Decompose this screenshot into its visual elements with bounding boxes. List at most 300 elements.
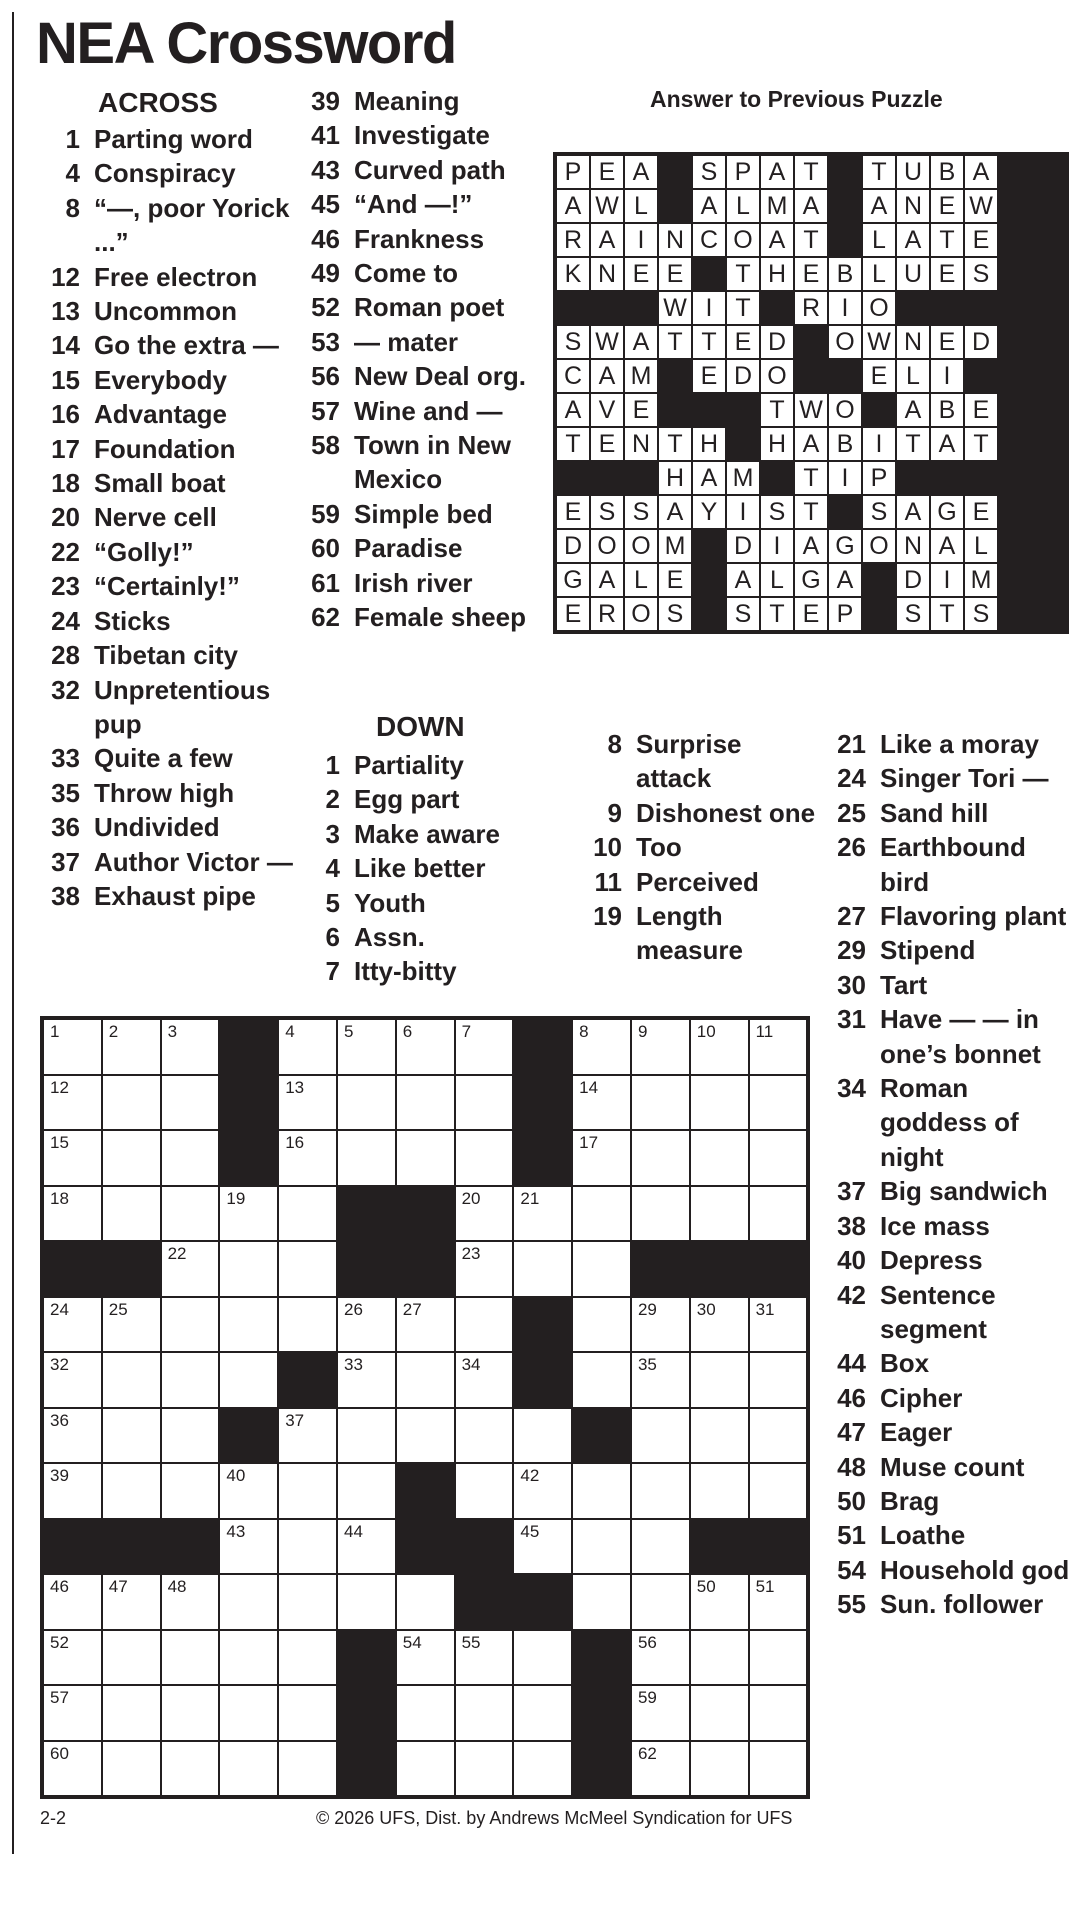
grid-cell[interactable] bbox=[161, 1019, 220, 1075]
grid-cell[interactable] bbox=[572, 1075, 631, 1131]
grid-cell[interactable] bbox=[102, 1741, 161, 1797]
answer-letter: P bbox=[556, 155, 590, 189]
grid-cell[interactable] bbox=[631, 1075, 690, 1131]
answer-letter: A bbox=[692, 461, 726, 495]
answer-black-square bbox=[998, 393, 1032, 427]
answer-letter: I bbox=[828, 461, 862, 495]
grid-cell[interactable] bbox=[102, 1130, 161, 1186]
grid-cell[interactable] bbox=[749, 1685, 808, 1741]
cell-number: 46 bbox=[50, 1577, 69, 1596]
cell-number: 5 bbox=[343, 1022, 354, 1041]
clue-text: Muse count bbox=[880, 1451, 1025, 1482]
grid-cell[interactable] bbox=[102, 1352, 161, 1408]
answer-letter: L bbox=[760, 563, 794, 597]
clue-text: Partiality bbox=[354, 750, 464, 780]
answer-letter: A bbox=[964, 155, 998, 189]
grid-cell[interactable] bbox=[690, 1741, 749, 1797]
grid-cell[interactable] bbox=[161, 1352, 220, 1408]
grid-cell[interactable] bbox=[396, 1019, 455, 1075]
grid-cell[interactable] bbox=[631, 1186, 690, 1242]
cell-number: 13 bbox=[285, 1077, 305, 1097]
grid-cell[interactable] bbox=[278, 1075, 337, 1131]
grid-cell[interactable] bbox=[690, 1685, 749, 1741]
cell-number: 33 bbox=[343, 1355, 363, 1374]
grid-cell[interactable] bbox=[161, 1463, 220, 1519]
black-square bbox=[219, 1075, 278, 1131]
footer-copyright: © 2026 UFS, Dist. by Andrews McMeel Syndication for UFS bbox=[316, 1808, 793, 1828]
grid-cell[interactable] bbox=[102, 1186, 161, 1242]
grid-cell[interactable] bbox=[513, 1186, 572, 1242]
grid-cell[interactable] bbox=[43, 1574, 102, 1630]
grid-cell[interactable] bbox=[749, 1297, 808, 1353]
grid-cell[interactable] bbox=[43, 1130, 102, 1186]
clue-number: 31 bbox=[837, 1004, 866, 1035]
grid-cell[interactable] bbox=[690, 1463, 749, 1519]
grid-cell[interactable] bbox=[455, 1186, 514, 1242]
clue-number: 36 bbox=[51, 812, 80, 843]
grid-cell[interactable] bbox=[749, 1408, 808, 1464]
answer-letter: A bbox=[556, 189, 590, 223]
clue-number: 34 bbox=[837, 1073, 866, 1104]
grid-cell[interactable] bbox=[749, 1075, 808, 1131]
black-square bbox=[631, 1241, 690, 1297]
answer-letter: A bbox=[896, 495, 930, 529]
answer-black-square bbox=[1032, 257, 1066, 291]
across-clue bbox=[308, 325, 558, 359]
answer-letter: E bbox=[964, 495, 998, 529]
answer-letter: M bbox=[624, 359, 658, 393]
grid-cell[interactable] bbox=[43, 1075, 102, 1131]
across-clue bbox=[48, 500, 300, 534]
grid-cell[interactable] bbox=[749, 1574, 808, 1630]
answer-letter: M bbox=[760, 189, 794, 223]
grid-cell[interactable] bbox=[278, 1019, 337, 1075]
grid-cell[interactable] bbox=[631, 1685, 690, 1741]
grid-cell[interactable] bbox=[455, 1741, 514, 1797]
grid-cell[interactable] bbox=[161, 1075, 220, 1131]
answer-letter: W bbox=[794, 393, 828, 427]
clue-text: Length measure bbox=[636, 901, 743, 966]
black-square bbox=[572, 1408, 631, 1464]
clue-number: 14 bbox=[51, 330, 80, 361]
grid-cell[interactable] bbox=[631, 1630, 690, 1686]
answer-letter: R bbox=[556, 223, 590, 257]
grid-cell[interactable] bbox=[749, 1463, 808, 1519]
answer-letter: P bbox=[862, 461, 896, 495]
cell-number: 62 bbox=[637, 1743, 657, 1763]
clue-text: Advantage bbox=[94, 399, 227, 430]
grid-cell[interactable] bbox=[690, 1075, 749, 1131]
clue-number: 42 bbox=[837, 1279, 866, 1310]
answer-letter: A bbox=[624, 325, 658, 359]
grid-cell[interactable] bbox=[690, 1352, 749, 1408]
answer-black-square bbox=[692, 257, 726, 291]
black-square bbox=[219, 1019, 278, 1075]
grid-cell[interactable] bbox=[513, 1463, 572, 1519]
grid-cell[interactable] bbox=[396, 1574, 455, 1630]
grid-cell[interactable] bbox=[43, 1408, 102, 1464]
answer-black-square bbox=[624, 461, 658, 495]
across-clue bbox=[308, 256, 558, 290]
black-square bbox=[337, 1630, 396, 1686]
answer-letter: A bbox=[896, 393, 930, 427]
down-clue bbox=[566, 727, 816, 796]
grid-cell[interactable] bbox=[161, 1685, 220, 1741]
grid-cell[interactable] bbox=[337, 1574, 396, 1630]
grid-cell[interactable] bbox=[396, 1130, 455, 1186]
grid-cell[interactable] bbox=[572, 1130, 631, 1186]
grid-cell[interactable] bbox=[102, 1463, 161, 1519]
grid-cell[interactable] bbox=[455, 1075, 514, 1131]
grid-cell[interactable] bbox=[337, 1463, 396, 1519]
grid-cell[interactable] bbox=[219, 1574, 278, 1630]
grid-cell[interactable] bbox=[219, 1241, 278, 1297]
grid-cell[interactable] bbox=[219, 1685, 278, 1741]
black-square bbox=[278, 1352, 337, 1408]
clue-number: 58 bbox=[311, 430, 340, 461]
grid-cell[interactable] bbox=[396, 1352, 455, 1408]
grid-cell[interactable] bbox=[219, 1630, 278, 1686]
clue-text: Household god bbox=[880, 1554, 1070, 1585]
clue-number: 60 bbox=[311, 533, 340, 564]
answer-letter: V bbox=[590, 393, 624, 427]
grid-cell[interactable] bbox=[102, 1574, 161, 1630]
answer-black-square bbox=[556, 291, 590, 325]
grid-cell[interactable] bbox=[631, 1519, 690, 1575]
grid-cell[interactable] bbox=[219, 1186, 278, 1242]
grid-cell[interactable] bbox=[161, 1130, 220, 1186]
grid-cell[interactable] bbox=[396, 1075, 455, 1131]
down-clue bbox=[826, 761, 1076, 795]
grid-cell[interactable] bbox=[455, 1408, 514, 1464]
down-clue bbox=[826, 1071, 1076, 1174]
clue-number: 6 bbox=[325, 922, 340, 953]
down-clue bbox=[826, 1243, 1076, 1277]
answer-letter: E bbox=[930, 189, 964, 223]
grid-cell[interactable] bbox=[102, 1630, 161, 1686]
grid-cell[interactable] bbox=[631, 1019, 690, 1075]
grid-cell[interactable] bbox=[396, 1741, 455, 1797]
grid-cell[interactable] bbox=[161, 1408, 220, 1464]
answer-black-square bbox=[1032, 597, 1066, 631]
grid-cell[interactable] bbox=[631, 1463, 690, 1519]
grid-cell[interactable] bbox=[161, 1186, 220, 1242]
cell-number: 18 bbox=[50, 1188, 69, 1208]
grid-cell[interactable] bbox=[455, 1352, 514, 1408]
answer-letter: H bbox=[692, 427, 726, 461]
clue-number: 51 bbox=[837, 1520, 866, 1551]
grid-cell[interactable] bbox=[690, 1630, 749, 1686]
answer-letter: G bbox=[794, 563, 828, 597]
grid-cell[interactable] bbox=[513, 1630, 572, 1686]
grid-cell[interactable] bbox=[337, 1352, 396, 1408]
grid-cell[interactable] bbox=[102, 1019, 161, 1075]
across-clue bbox=[48, 673, 300, 742]
black-square bbox=[572, 1630, 631, 1686]
grid-cell[interactable] bbox=[161, 1741, 220, 1797]
grid-cell[interactable] bbox=[572, 1463, 631, 1519]
answer-letter: S bbox=[862, 495, 896, 529]
grid-cell[interactable] bbox=[278, 1186, 337, 1242]
cell-number: 20 bbox=[461, 1188, 481, 1208]
clue-number: 7 bbox=[325, 956, 340, 987]
clue-number: 8 bbox=[607, 729, 622, 759]
grid-cell[interactable] bbox=[396, 1408, 455, 1464]
grid-cell[interactable] bbox=[396, 1297, 455, 1353]
grid-cell[interactable] bbox=[278, 1519, 337, 1575]
grid-cell[interactable] bbox=[102, 1408, 161, 1464]
black-square bbox=[337, 1186, 396, 1242]
grid-cell[interactable] bbox=[219, 1519, 278, 1575]
answer-letter: A bbox=[930, 427, 964, 461]
grid-cell[interactable] bbox=[278, 1297, 337, 1353]
answer-letter: T bbox=[930, 597, 964, 631]
grid-cell[interactable] bbox=[396, 1630, 455, 1686]
answer-letter: D bbox=[964, 325, 998, 359]
answer-black-square bbox=[1032, 563, 1066, 597]
cell-number: 26 bbox=[343, 1299, 363, 1319]
grid-cell[interactable] bbox=[455, 1130, 514, 1186]
grid-cell[interactable] bbox=[455, 1685, 514, 1741]
grid-cell[interactable] bbox=[396, 1685, 455, 1741]
grid-cell[interactable] bbox=[278, 1630, 337, 1686]
answer-letter: T bbox=[794, 461, 828, 495]
down-clue bbox=[826, 727, 1076, 761]
answer-letter: L bbox=[726, 189, 760, 223]
grid-cell[interactable] bbox=[102, 1685, 161, 1741]
grid-cell[interactable] bbox=[161, 1297, 220, 1353]
grid-cell[interactable] bbox=[455, 1297, 514, 1353]
answer-black-square bbox=[658, 359, 692, 393]
grid-cell[interactable] bbox=[102, 1075, 161, 1131]
grid-cell[interactable] bbox=[43, 1463, 102, 1519]
clue-text: Foundation bbox=[94, 433, 236, 464]
grid-cell[interactable] bbox=[690, 1574, 749, 1630]
grid-cell[interactable] bbox=[690, 1408, 749, 1464]
down-clue bbox=[826, 1002, 1076, 1071]
cell-number: 6 bbox=[402, 1022, 413, 1041]
black-square bbox=[513, 1019, 572, 1075]
clue-text: Uncommon bbox=[94, 296, 237, 327]
previous-answer-title: Answer to Previous Puzzle bbox=[650, 86, 943, 112]
grid-cell[interactable] bbox=[749, 1630, 808, 1686]
grid-cell[interactable] bbox=[278, 1408, 337, 1464]
clue-text: Unpretentious pup bbox=[94, 674, 271, 739]
clue-text: “—, poor Yorick ...” bbox=[94, 192, 290, 258]
clue-text: Sand hill bbox=[880, 797, 989, 828]
grid-cell[interactable] bbox=[749, 1186, 808, 1242]
cell-number: 54 bbox=[402, 1632, 422, 1652]
black-square bbox=[43, 1519, 102, 1575]
clue-text: Loathe bbox=[880, 1520, 966, 1551]
grid-cell[interactable] bbox=[43, 1297, 102, 1353]
clue-text: Wine and — bbox=[354, 395, 503, 426]
cell-number: 45 bbox=[520, 1521, 540, 1541]
black-square bbox=[513, 1574, 572, 1630]
grid-cell[interactable] bbox=[43, 1352, 102, 1408]
down-clue bbox=[826, 899, 1076, 933]
grid-cell[interactable] bbox=[690, 1186, 749, 1242]
answer-black-square bbox=[1032, 155, 1066, 189]
answer-letter: S bbox=[658, 597, 692, 631]
clue-number: 24 bbox=[837, 763, 866, 794]
grid-cell[interactable] bbox=[161, 1630, 220, 1686]
grid-cell[interactable] bbox=[513, 1241, 572, 1297]
answer-letter: D bbox=[726, 529, 760, 563]
clue-text: Tart bbox=[880, 969, 928, 1000]
grid-cell[interactable] bbox=[749, 1741, 808, 1797]
clue-number: 8 bbox=[65, 192, 80, 223]
grid-cell[interactable] bbox=[337, 1408, 396, 1464]
answer-black-square bbox=[692, 529, 726, 563]
answer-letter: O bbox=[828, 393, 862, 427]
grid-cell[interactable] bbox=[43, 1019, 102, 1075]
grid-cell[interactable] bbox=[690, 1297, 749, 1353]
clue-number: 29 bbox=[837, 935, 866, 966]
answer-black-square bbox=[998, 291, 1032, 325]
down-clue bbox=[826, 1346, 1076, 1380]
grid-cell[interactable] bbox=[455, 1019, 514, 1075]
down-clue bbox=[308, 782, 558, 816]
grid-cell[interactable] bbox=[631, 1741, 690, 1797]
grid-cell[interactable] bbox=[749, 1130, 808, 1186]
answer-black-square bbox=[692, 393, 726, 427]
clue-text: Throw high bbox=[94, 777, 235, 808]
across-clue bbox=[48, 466, 300, 500]
across-clue bbox=[48, 432, 300, 466]
grid-cell[interactable] bbox=[337, 1519, 396, 1575]
answer-black-square bbox=[930, 291, 964, 325]
black-square bbox=[572, 1685, 631, 1741]
grid-cell[interactable] bbox=[572, 1186, 631, 1242]
down-clue bbox=[826, 1381, 1076, 1415]
grid-cell[interactable] bbox=[455, 1463, 514, 1519]
grid-cell[interactable] bbox=[43, 1685, 102, 1741]
grid-cell[interactable] bbox=[572, 1519, 631, 1575]
clue-text: Irish river bbox=[354, 567, 473, 598]
clue-text: Author Victor — bbox=[94, 846, 293, 877]
answer-black-square bbox=[896, 461, 930, 495]
grid-cell[interactable] bbox=[690, 1130, 749, 1186]
answer-letter: A bbox=[590, 563, 624, 597]
grid-cell[interactable] bbox=[278, 1130, 337, 1186]
down-clue bbox=[826, 1209, 1076, 1243]
answer-letter: A bbox=[658, 495, 692, 529]
grid-cell[interactable] bbox=[278, 1463, 337, 1519]
answer-letter: T bbox=[760, 597, 794, 631]
grid-cell[interactable] bbox=[513, 1741, 572, 1797]
grid-cell[interactable] bbox=[337, 1297, 396, 1353]
clue-number: 33 bbox=[51, 743, 80, 774]
answer-black-square bbox=[998, 495, 1032, 529]
clue-text: Singer Tori — bbox=[880, 763, 1049, 794]
grid-cell[interactable] bbox=[631, 1297, 690, 1353]
grid-cell[interactable] bbox=[749, 1019, 808, 1075]
grid-cell[interactable] bbox=[43, 1741, 102, 1797]
answer-letter: S bbox=[964, 257, 998, 291]
down-clue bbox=[826, 830, 1076, 899]
answer-letter: I bbox=[862, 427, 896, 461]
grid-cell[interactable] bbox=[513, 1519, 572, 1575]
grid-cell[interactable] bbox=[572, 1352, 631, 1408]
cell-number: 42 bbox=[520, 1466, 540, 1485]
down-clue bbox=[308, 954, 558, 988]
black-square bbox=[749, 1519, 808, 1575]
grid-cell[interactable] bbox=[43, 1630, 102, 1686]
clue-text: Sentence segment bbox=[880, 1279, 996, 1344]
clue-number: 9 bbox=[607, 797, 622, 828]
grid-cell[interactable] bbox=[572, 1297, 631, 1353]
grid-cell[interactable] bbox=[631, 1352, 690, 1408]
clue-text: Investigate bbox=[354, 120, 490, 151]
grid-cell[interactable] bbox=[219, 1297, 278, 1353]
answer-black-square bbox=[998, 597, 1032, 631]
across-clue bbox=[48, 397, 300, 431]
grid-cell[interactable] bbox=[513, 1685, 572, 1741]
answer-black-square bbox=[998, 223, 1032, 257]
answer-letter: U bbox=[896, 257, 930, 291]
grid-cell[interactable] bbox=[337, 1075, 396, 1131]
grid-cell[interactable] bbox=[513, 1408, 572, 1464]
answer-letter: G bbox=[556, 563, 590, 597]
clue-number: 49 bbox=[311, 258, 340, 289]
clue-number: 12 bbox=[51, 261, 80, 292]
clue-number: 38 bbox=[837, 1210, 866, 1241]
grid-cell[interactable] bbox=[572, 1241, 631, 1297]
clue-number: 21 bbox=[837, 729, 866, 759]
grid-cell[interactable] bbox=[749, 1352, 808, 1408]
answer-letter: T bbox=[726, 257, 760, 291]
grid-cell[interactable] bbox=[278, 1741, 337, 1797]
grid-cell[interactable] bbox=[278, 1574, 337, 1630]
answer-black-square bbox=[896, 291, 930, 325]
across-clue bbox=[48, 638, 300, 672]
answer-letter: S bbox=[556, 325, 590, 359]
grid-cell[interactable] bbox=[631, 1574, 690, 1630]
grid-cell[interactable] bbox=[219, 1352, 278, 1408]
down-clue bbox=[826, 796, 1076, 830]
grid-cell[interactable] bbox=[455, 1630, 514, 1686]
grid-cell[interactable] bbox=[455, 1241, 514, 1297]
across-clue bbox=[48, 845, 300, 879]
grid-cell[interactable] bbox=[631, 1130, 690, 1186]
answer-black-square bbox=[998, 257, 1032, 291]
grid-cell[interactable] bbox=[161, 1574, 220, 1630]
grid-cell[interactable] bbox=[43, 1186, 102, 1242]
across-clue bbox=[308, 222, 558, 256]
clue-number: 61 bbox=[311, 567, 340, 598]
grid-cell[interactable] bbox=[572, 1574, 631, 1630]
grid-cell[interactable] bbox=[278, 1685, 337, 1741]
answer-letter: A bbox=[794, 189, 828, 223]
grid-cell[interactable] bbox=[690, 1019, 749, 1075]
clue-text: Nerve cell bbox=[94, 502, 217, 533]
cell-number: 34 bbox=[461, 1355, 481, 1374]
grid-cell[interactable] bbox=[337, 1130, 396, 1186]
grid-cell[interactable] bbox=[102, 1297, 161, 1353]
clue-number: 16 bbox=[51, 399, 80, 430]
grid-cell[interactable] bbox=[219, 1463, 278, 1519]
grid-cell[interactable] bbox=[278, 1241, 337, 1297]
clue-number: 20 bbox=[51, 502, 80, 533]
grid-cell[interactable] bbox=[161, 1241, 220, 1297]
grid-cell[interactable] bbox=[337, 1019, 396, 1075]
grid-cell[interactable] bbox=[219, 1741, 278, 1797]
grid-cell[interactable] bbox=[631, 1408, 690, 1464]
answer-letter: C bbox=[556, 359, 590, 393]
grid-cell[interactable] bbox=[572, 1019, 631, 1075]
cell-number: 32 bbox=[50, 1355, 69, 1374]
